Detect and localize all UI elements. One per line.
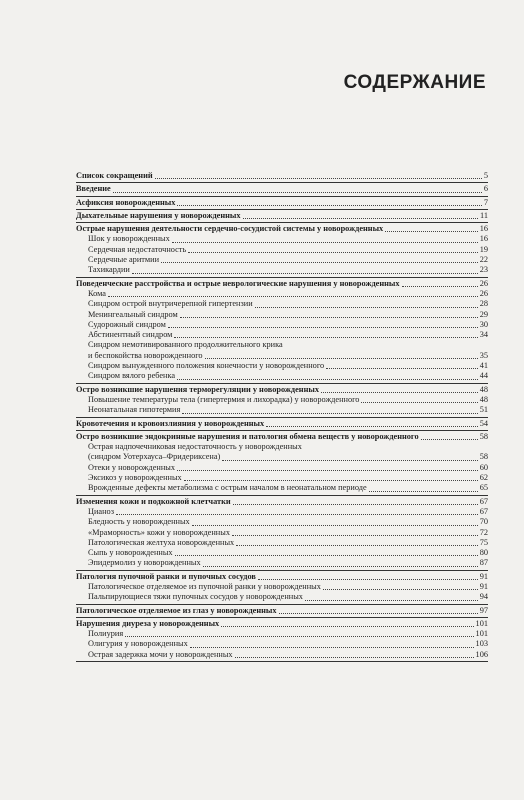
dot-leader <box>174 337 477 338</box>
toc-item <box>76 538 488 548</box>
toc-heading <box>76 279 488 289</box>
dot-leader <box>279 613 478 614</box>
page-number: 11 <box>480 210 488 220</box>
toc-section <box>76 431 488 496</box>
dot-leader <box>113 192 482 193</box>
page-number: 91 <box>479 571 488 581</box>
entry-title: Синдром вынужденного положения конечности у новорожденного <box>88 361 325 371</box>
page-number: 35 <box>479 350 488 360</box>
page-number: 26 <box>479 288 488 298</box>
toc-heading <box>76 171 488 181</box>
entry-title: Дыхательные нарушения у новорожденных <box>76 210 241 220</box>
page-number: 22 <box>479 255 488 265</box>
entry-title: Патологическое отделяемое из глаз у новорожденных <box>76 605 277 615</box>
toc-section <box>76 223 488 277</box>
page-number: 48 <box>479 384 488 394</box>
toc-section <box>76 605 488 618</box>
toc-item <box>76 289 488 299</box>
page-number: 29 <box>479 309 488 319</box>
dot-leader <box>258 579 478 580</box>
entry-title: Поведенческие расстройства и острые неврологические нарушения у новорожденных <box>76 278 400 288</box>
dot-leader <box>188 252 477 253</box>
dot-leader <box>203 566 478 567</box>
entry-title: Пальпирующиеся тяжи пупочных сосудов у новорожденных <box>88 592 303 602</box>
entry-title: Сердечная недостаточность <box>88 244 187 254</box>
page-number: 87 <box>479 558 488 568</box>
toc-heading <box>76 385 488 395</box>
page-number: 23 <box>479 265 488 275</box>
page-number: 34 <box>479 330 488 340</box>
toc-item <box>76 473 488 483</box>
page-number: 91 <box>479 581 488 591</box>
dot-leader <box>402 286 478 287</box>
page-number: 30 <box>479 319 488 329</box>
dot-leader <box>323 589 478 590</box>
page-number: 54 <box>479 418 488 428</box>
page-number: 28 <box>479 299 488 309</box>
toc-item <box>76 548 488 558</box>
page-number: 16 <box>479 224 488 234</box>
entry-title: Асфиксия новорожденных <box>76 197 176 207</box>
entry-title: Врожденные дефекты метаболизма с острым началом в неонатальном периоде <box>88 483 367 493</box>
entry-title: Список сокращений <box>76 171 153 180</box>
dot-leader <box>125 636 473 637</box>
page-number: 5 <box>483 171 488 180</box>
toc-heading <box>76 211 488 221</box>
dot-leader <box>184 480 478 481</box>
page-number: 72 <box>479 527 488 537</box>
entry-title: Остро возникшие эндокринные нарушения и патология обмена веществ у новорожденного <box>76 431 419 441</box>
dot-leader <box>361 402 477 403</box>
dot-leader <box>177 379 478 380</box>
entry-title: Синдром вялого ребенка <box>88 371 176 381</box>
page-number: 7 <box>483 197 488 207</box>
entry-title: Синдром немотивированного продолжительного крика <box>88 340 283 350</box>
toc-item <box>76 340 488 350</box>
dot-leader <box>108 296 478 297</box>
entry-title: Введение <box>76 184 111 194</box>
entry-title: Отеки у новорожденных <box>88 462 175 472</box>
toc-section <box>76 170 488 183</box>
toc-item <box>76 452 488 462</box>
toc-item <box>76 507 488 517</box>
toc-section <box>76 384 488 418</box>
entry-title: Кома <box>88 288 106 298</box>
entry-title: Сердечные аритмии <box>88 255 160 265</box>
toc-item <box>76 234 488 244</box>
dot-leader <box>235 657 474 658</box>
entry-title: Остро возникшие нарушения терморегуляции у новорожденных <box>76 384 319 394</box>
dot-leader <box>321 392 478 393</box>
page-number: 16 <box>479 234 488 244</box>
page-number: 62 <box>479 473 488 483</box>
entry-title: Острая задержка мочи у новорожденных <box>88 649 233 659</box>
page-number: 58 <box>479 452 488 462</box>
dot-leader <box>180 317 478 318</box>
entry-title: Абстинентный синдром <box>88 330 173 340</box>
toc-item <box>76 330 488 340</box>
page-number: 6 <box>483 184 488 194</box>
toc-section <box>76 197 488 210</box>
entry-title: Полиурия <box>88 629 124 639</box>
dot-leader <box>369 491 478 492</box>
page-number: 80 <box>479 548 488 558</box>
dot-leader <box>172 242 478 243</box>
page-number: 58 <box>479 431 488 441</box>
toc-section <box>76 571 488 605</box>
toc-section <box>76 278 488 384</box>
toc-heading <box>76 572 488 582</box>
dot-leader <box>266 426 478 427</box>
dot-leader <box>232 535 478 536</box>
toc-item <box>76 639 488 649</box>
toc-heading <box>76 198 488 208</box>
toc-item <box>76 592 488 602</box>
toc-item <box>76 310 488 320</box>
entry-title: Патологическое отделяемое из пупочной ранки у новорожденных <box>88 581 321 591</box>
toc-item <box>76 361 488 371</box>
entry-title: Острая надпочечниковая недостаточность у новорожденных <box>88 442 302 452</box>
toc-item <box>76 517 488 527</box>
toc-item <box>76 320 488 330</box>
page-number: 106 <box>475 649 488 659</box>
page-number: 19 <box>479 244 488 254</box>
entry-title: Олигурия у новорожденных <box>88 639 188 649</box>
toc-item <box>76 463 488 473</box>
entry-title: Эксикоз у новорожденных <box>88 473 182 483</box>
entry-title: Патология пупочной ранки и пупочных сосудов <box>76 571 256 581</box>
page-number: 60 <box>479 462 488 472</box>
toc-heading <box>76 184 488 194</box>
page-number: 26 <box>479 278 488 288</box>
page-number: 75 <box>479 537 488 547</box>
toc-heading <box>76 619 488 629</box>
toc-section <box>76 496 488 571</box>
dot-leader <box>243 218 478 219</box>
entry-title: и беспокойства новорожденного <box>88 350 203 360</box>
toc-item <box>76 528 488 538</box>
dot-leader <box>175 555 478 556</box>
page-number: 103 <box>475 639 488 649</box>
toc-item <box>76 582 488 592</box>
entry-title: Изменения кожи и подкожной клетчатки <box>76 496 231 506</box>
toc-section <box>76 418 488 431</box>
entry-title: (синдром Уотерхауса–Фридериксена) <box>88 452 221 462</box>
entry-title: Неонатальная гипотермия <box>88 405 181 415</box>
page-number: 51 <box>479 405 488 415</box>
entry-title: Синдром острой внутричерепной гипертензии <box>88 299 253 309</box>
dot-leader <box>177 205 481 206</box>
entry-title: Цианоз <box>88 506 114 516</box>
dot-leader <box>168 327 478 328</box>
dot-leader <box>190 647 474 648</box>
page-number: 65 <box>479 483 488 493</box>
dot-leader <box>132 273 478 274</box>
toc-item <box>76 629 488 639</box>
toc-item <box>76 255 488 265</box>
toc-heading <box>76 497 488 507</box>
entry-title: Нарушения диуреза у новорожденных <box>76 618 220 628</box>
page-title: СОДЕРЖАНИЕ <box>343 72 486 93</box>
entry-title: Кровотечения и кровоизлияния у новорожденных <box>76 418 265 428</box>
entry-title: Судорожный синдром <box>88 319 166 329</box>
entry-title: Эпидермолиз у новорожденных <box>88 558 201 568</box>
toc-item <box>76 558 488 568</box>
toc-item <box>76 395 488 405</box>
toc-item <box>76 650 488 660</box>
entry-title: «Мраморность» кожи у новорожденных <box>88 527 230 537</box>
dot-leader <box>236 545 477 546</box>
entry-title: Острые нарушения деятельности сердечно-сосудистой системы у новорожденных <box>76 224 384 234</box>
dot-leader <box>222 460 477 461</box>
dot-leader <box>421 439 478 440</box>
table-of-contents <box>76 170 488 662</box>
toc-heading <box>76 606 488 616</box>
dot-leader <box>326 368 478 369</box>
dot-leader <box>305 600 478 601</box>
toc-section <box>76 183 488 196</box>
dot-leader <box>116 514 478 515</box>
toc-item <box>76 265 488 275</box>
dot-leader <box>233 504 478 505</box>
page-number: 94 <box>479 592 488 602</box>
toc-heading <box>76 432 488 442</box>
page-number: 70 <box>479 517 488 527</box>
dot-leader <box>221 626 473 627</box>
toc-item <box>76 351 488 361</box>
page-number: 67 <box>479 496 488 506</box>
page-number: 44 <box>479 371 488 381</box>
toc-item <box>76 245 488 255</box>
page-number: 101 <box>475 629 488 639</box>
dot-leader <box>255 307 478 308</box>
dot-leader <box>192 525 478 526</box>
entry-title: Шок у новорожденных <box>88 234 170 244</box>
toc-section <box>76 210 488 223</box>
toc-item <box>76 405 488 415</box>
entry-title: Сыпь у новорожденных <box>88 548 173 558</box>
dot-leader <box>182 413 477 414</box>
page-number: 41 <box>479 361 488 371</box>
dot-leader <box>177 470 478 471</box>
page-number: 67 <box>479 506 488 516</box>
toc-item <box>76 371 488 381</box>
page-number: 101 <box>475 618 488 628</box>
toc-item <box>76 442 488 452</box>
entry-title: Менингеальный синдром <box>88 309 178 319</box>
dot-leader <box>155 178 482 179</box>
toc-item <box>76 483 488 493</box>
toc-section <box>76 618 488 662</box>
page-number: 97 <box>479 605 488 615</box>
entry-title: Бледность у новорожденных <box>88 517 190 527</box>
dot-leader <box>161 262 478 263</box>
dot-leader <box>205 358 478 359</box>
toc-heading <box>76 224 488 234</box>
dot-leader <box>385 231 478 232</box>
toc-item <box>76 299 488 309</box>
page-number: 48 <box>479 394 488 404</box>
entry-title: Патологическая желтуха новорожденных <box>88 537 235 547</box>
entry-title: Повышение температуры тела (гипертермия и лихорадка) у новорожденного <box>88 394 360 404</box>
toc-heading <box>76 419 488 429</box>
entry-title: Тахикардии <box>88 265 130 275</box>
